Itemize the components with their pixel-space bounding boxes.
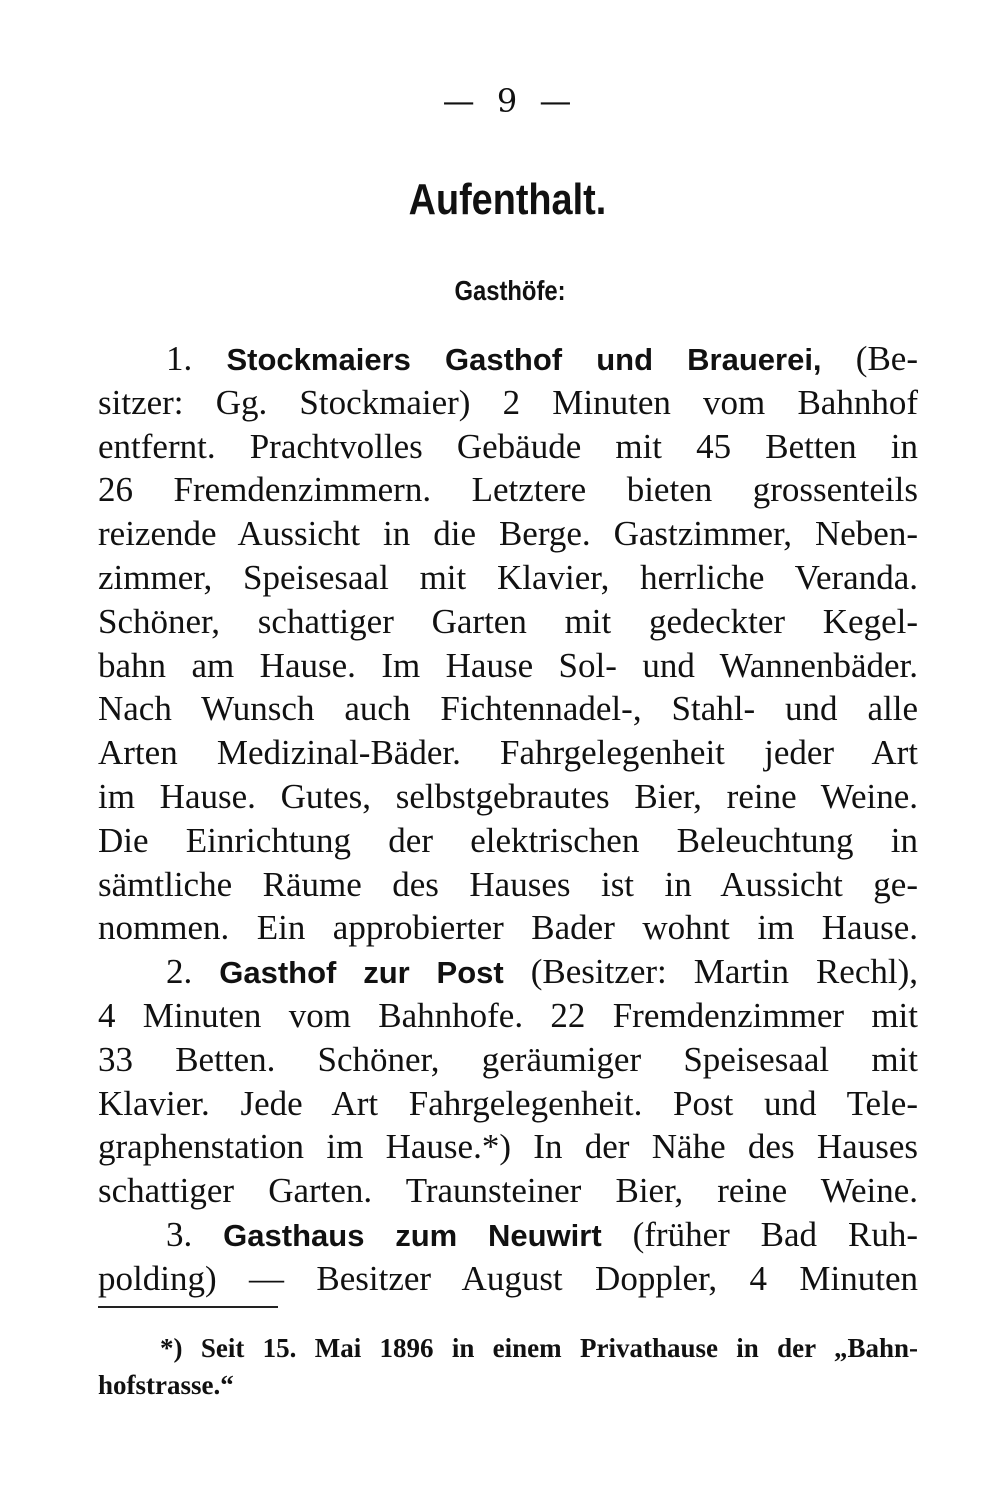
page-number: — 9 — (442, 82, 578, 120)
text-line: Klavier. Jede Art Fahrgelegenheit. Post und Tele- (98, 1083, 918, 1123)
footnote-divider (98, 1306, 278, 1308)
text-line: 1. Stockmaiers Gasthof und Brauerei, (Be- (166, 339, 918, 378)
text-line: entfernt. Prachtvolles Gebäude mit 45 Betten in (98, 426, 918, 466)
text-line: 33 Betten. Schöner, geräumiger Speisesaal mit (98, 1039, 918, 1079)
text-line: Nach Wunsch auch Fichtennadel-, Stahl- und alle (98, 689, 918, 729)
text-line: 26 Fremdenzimmern. Letztere bieten grossenteils (98, 470, 918, 510)
page-title: Aufenthalt. (408, 175, 607, 224)
entry-heading-stockmaier: Stockmaiers Gasthof und Brauerei, (226, 342, 822, 377)
body-text (98, 337, 918, 1301)
text-line: zimmer, Speisesaal mit Klavier, herrliche Veranda. (98, 557, 918, 597)
section-heading: Gasthöfe: (454, 275, 566, 306)
footnote-line: *) Seit 15. Mai 1896 in einem Privathause in der „Bahn- (160, 1333, 918, 1363)
text-line: im Hause. Gutes, selbstgebrautes Bier, reine Weine. (98, 776, 918, 816)
text-line: sitzer: Gg. Stockmaier) 2 Minuten vom Bahnhof (98, 382, 918, 422)
text-line: nommen. Ein approbierter Bader wohnt im Hause. (98, 908, 918, 948)
entry-heading-neuwirt: Gasthaus zum Neuwirt (223, 1217, 602, 1253)
text-line: Arten Medizinal-Bäder. Fahrgelegenheit jeder Art (98, 733, 918, 773)
text-line: reizende Aussicht in die Berge. Gastzimmer, Neben- (98, 514, 918, 554)
text-line: polding) — Besitzer August Doppler, 4 Minuten (98, 1258, 918, 1298)
text-line: bahn am Hause. Im Hause Sol- und Wannenbäder. (98, 645, 918, 685)
text-line: 4 Minuten vom Bahnhofe. 22 Fremdenzimmer mit (98, 995, 918, 1035)
entry-heading-post: Gasthof zur Post (219, 955, 504, 991)
text-line: Schöner, schattiger Garten mit gedeckter Kegel- (98, 601, 918, 641)
text-line: schattiger Garten. Traunsteiner Bier, reine Weine. (98, 1171, 918, 1211)
text-line: 2. Gasthof zur Post (Besitzer: Martin Rechl), (166, 952, 919, 992)
text-line: sämtliche Räume des Hauses ist in Aussicht ge- (98, 864, 918, 904)
text-line: Die Einrichtung der elektrischen Beleuchtung in (98, 820, 918, 860)
text-line: graphenstation im Hause.*) In der Nähe des Hauses (98, 1127, 918, 1167)
text-line: 3. Gasthaus zum Neuwirt (früher Bad Ruh- (166, 1214, 918, 1254)
footnote-line: hofstrasse.“ (98, 1370, 234, 1400)
footnote (98, 1330, 918, 1404)
